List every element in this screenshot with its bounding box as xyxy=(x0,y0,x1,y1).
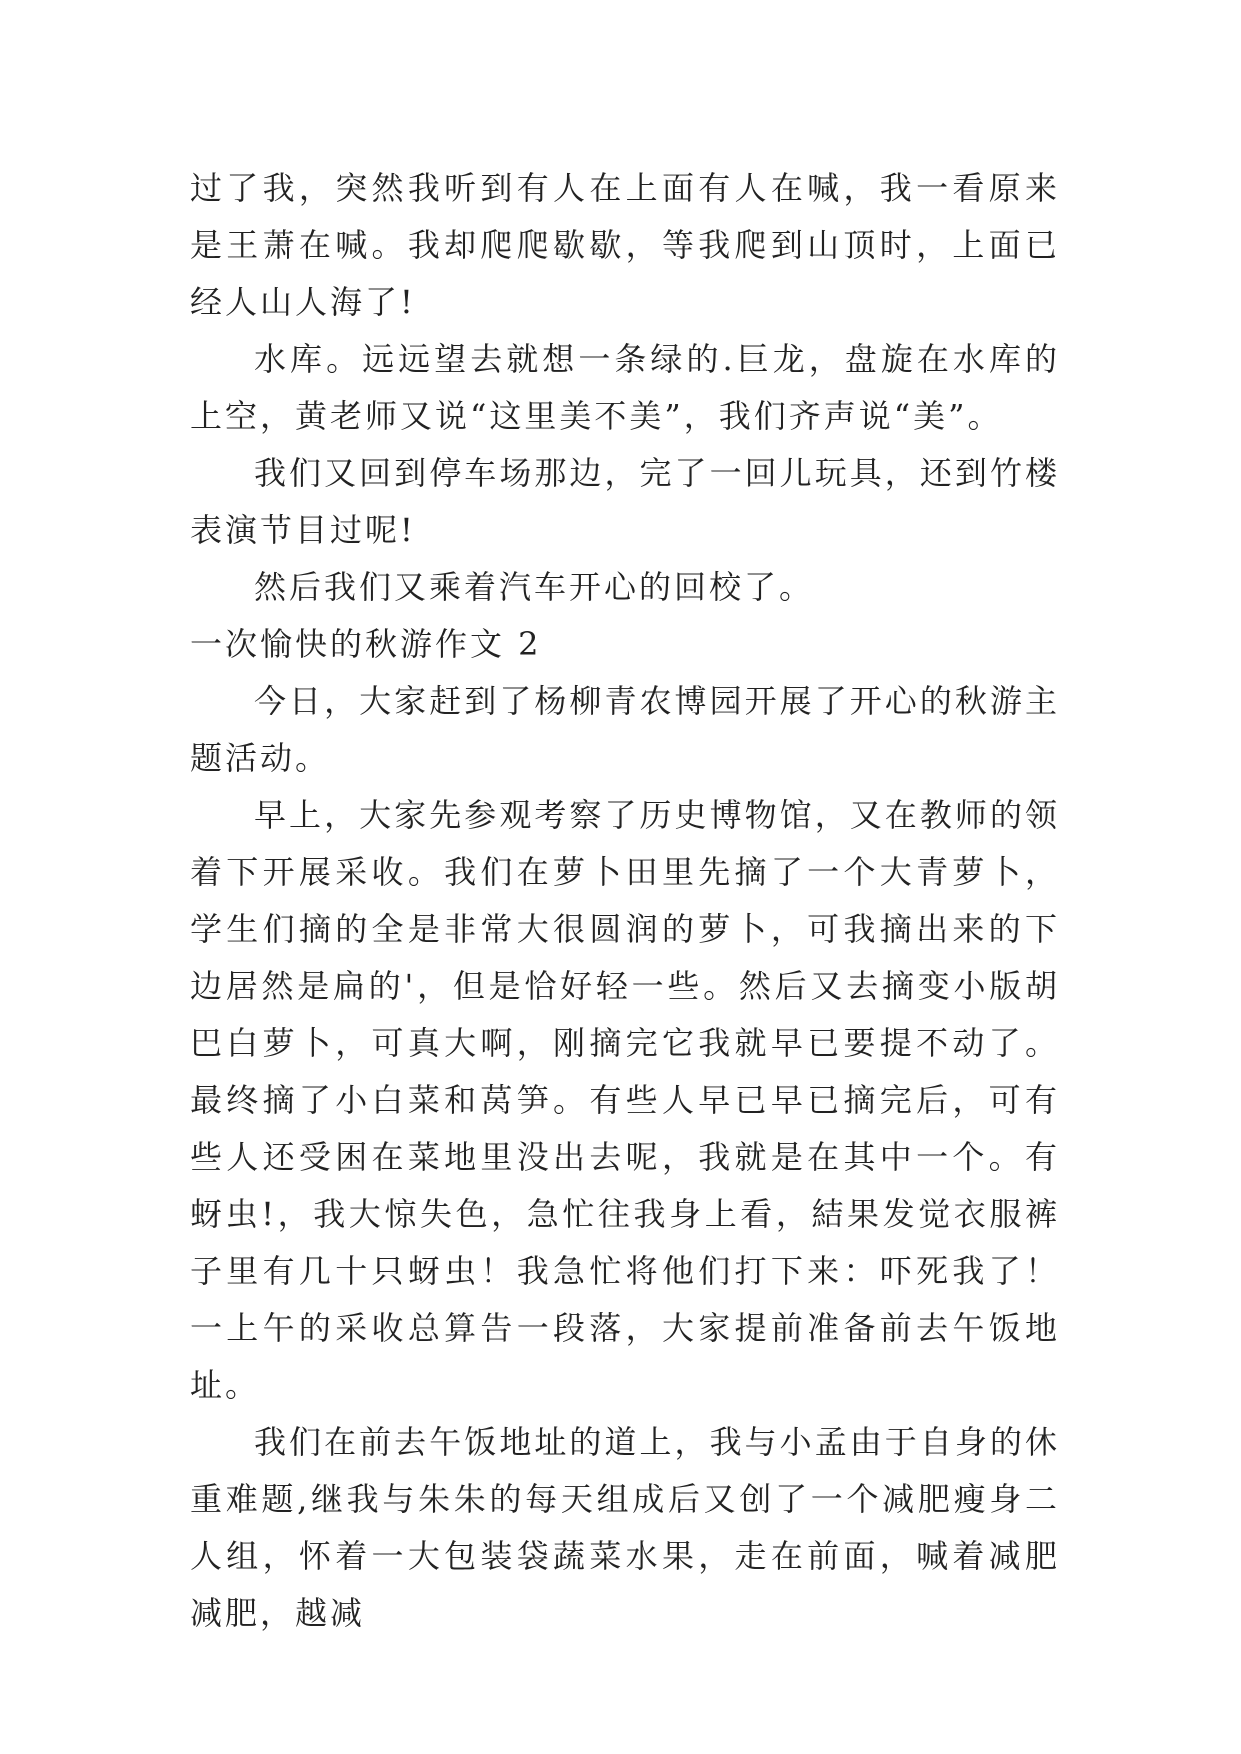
paragraph-5: 今日，大家赶到了杨柳青农博园开展了开心的秋游主题活动。 xyxy=(190,682,1060,777)
paragraph-3: 我们又回到停车场那边，完了一回儿玩具，还到竹楼表演节目过呢! xyxy=(190,454,1060,549)
paragraph-7: 我们在前去午饭地址的道上，我与小孟由于自身的休重难题,继我与朱朱的每天组成后又创了一个减肥瘦身二人组，怀着一大包装袋蔬菜水果，走在前面，喊着减肥减肥，越减 xyxy=(190,1423,1060,1632)
document-body xyxy=(190,160,1060,1642)
section-title: 一次愉快的秋游作文 2 xyxy=(190,625,542,663)
paragraph-6: 早上，大家先参观考察了历史博物馆，又在教师的领着下开展采收。我们在萝卜田里先摘了一个大青萝卜，学生们摘的全是非常大很圆润的萝卜，可我摘出来的下边居然是扁的'，但是恰好轻一些。然后又去摘变小版胡巴白萝卜，可真大啊，刚摘完它我就早已要提不动了。最终摘了小白菜和莴笋。有些人早已早已摘完后，可有些人还受困在菜地里没出去呢，我就是在其中一个。有蚜虫!，我大惊失色，急忙往我身上看，結果发觉衣服裤子里有几十只蚜虫！我急忙将他们打下来：吓死我了！一上午的采收总算告一段落，大家提前准备前去午饭地址。 xyxy=(190,796,1060,1404)
paragraph-4: 然后我们又乘着汽车开心的回校了。 xyxy=(254,568,815,606)
paragraph-1: 过了我，突然我听到有人在上面有人在喊，我一看原来是王萧在喊。我却爬爬歇歇，等我爬到山顶时，上面已经人山人海了! xyxy=(190,169,1060,321)
paragraph-2: 水库。远远望去就想一条绿的.巨龙，盘旋在水库的上空，黄老师又说“这里美不美”，我们齐声说“美”。 xyxy=(190,340,1060,435)
